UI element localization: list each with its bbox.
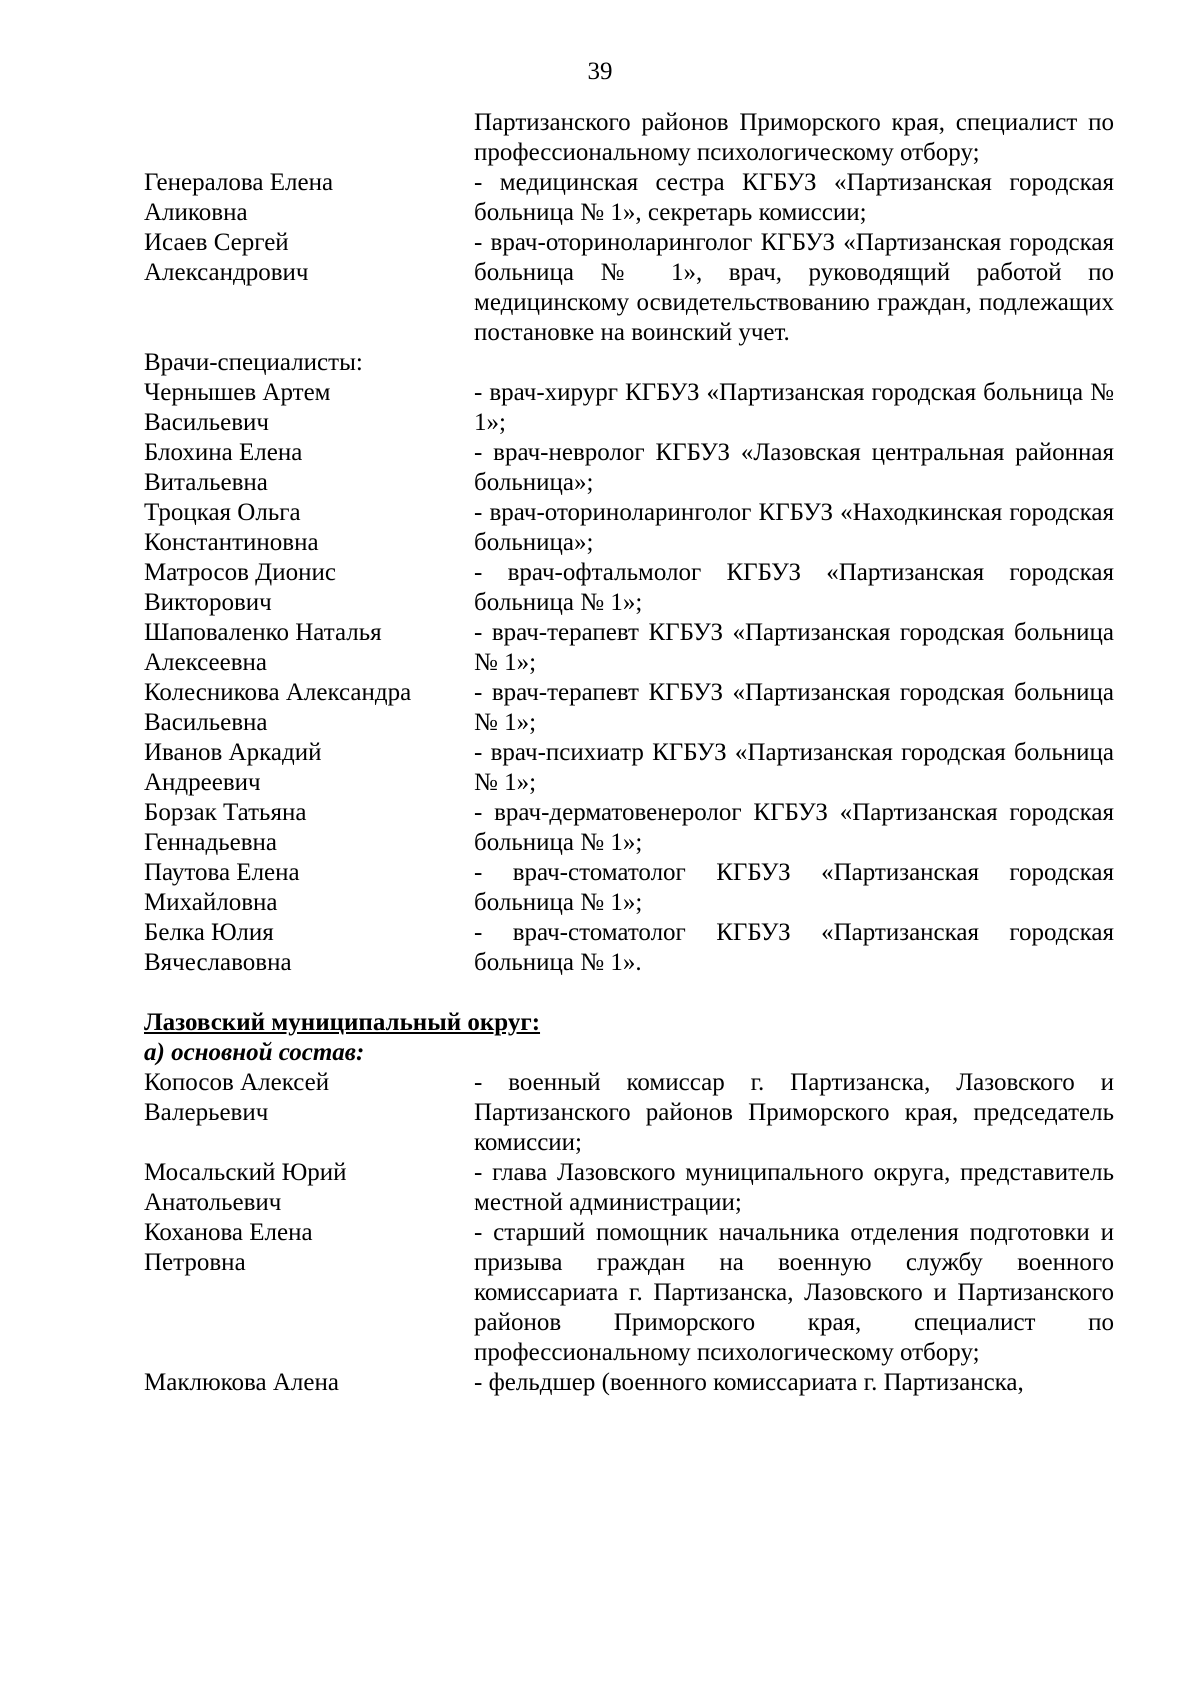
specialist-row xyxy=(144,918,1114,978)
member-row xyxy=(144,1158,1114,1218)
member-description: - старший помощник начальника отделения подготовки и призыва граждан на военную службу военного комиссариата г. Партизанска, Лазовского и Партизанского районов Приморского края, специалист по профессиональному психологическому отбору; xyxy=(474,1219,1114,1366)
specialist-description: - врач-невролог КГБУЗ «Лазовская центральная районная больница»; xyxy=(474,439,1114,496)
specialist-description: - врач-терапевт КГБУЗ «Партизанская городская больница № 1»; xyxy=(474,619,1114,676)
member-description: - фельдшер (военного комиссариата г. Партизанска, xyxy=(474,1369,1024,1396)
member-description: - глава Лазовского муниципального округа, представитель местной администрации; xyxy=(474,1159,1114,1216)
specialist-row xyxy=(144,558,1114,618)
specialist-row xyxy=(144,618,1114,678)
member-description: - врач-оториноларинголог КГБУЗ «Партизанская городская больница № 1», врач, руководящий работой по медицинскому освидетельствованию граждан, подлежащих постановке на воинский учет. xyxy=(474,229,1114,346)
member-name: Коханова Елена Петровна xyxy=(144,1219,313,1276)
specialist-description: - врач-оториноларинголог КГБУЗ «Находкинская городская больница»; xyxy=(474,499,1114,556)
section-heading xyxy=(144,1008,1114,1068)
specialists-label: Врачи-специалисты: xyxy=(144,349,363,376)
specialist-name: Шаповаленко Наталья Алексеевна xyxy=(144,619,382,676)
document-body xyxy=(144,108,1114,1398)
continuation-row xyxy=(144,108,1114,168)
specialist-row xyxy=(144,858,1114,918)
specialist-name: Блохина Елена Витальевна xyxy=(144,439,303,496)
member-name: Мосальский Юрий Анатольевич xyxy=(144,1159,347,1216)
member-description: - медицинская сестра КГБУЗ «Партизанская городская больница № 1», секретарь комиссии; xyxy=(474,169,1114,226)
specialist-row xyxy=(144,438,1114,498)
member-description: Партизанского районов Приморского края, специалист по профессиональному психологическому отбору; xyxy=(474,109,1114,166)
specialist-name: Колесникова Александра Васильевна xyxy=(144,679,412,736)
member-description: - военный комиссар г. Партизанска, Лазовского и Партизанского районов Приморского края, председатель комиссии; xyxy=(474,1069,1114,1156)
member-row xyxy=(144,168,1114,228)
member-row xyxy=(144,1218,1114,1368)
member-name: Копосов Алексей Валерьевич xyxy=(144,1069,330,1126)
section-title: Лазовский муниципальный округ: xyxy=(144,1009,541,1036)
specialist-name: Паутова Елена Михайловна xyxy=(144,859,300,916)
specialist-name: Чернышев Артем Васильевич xyxy=(144,379,331,436)
specialists-label-row xyxy=(144,348,1114,378)
specialist-name: Борзак Татьяна Геннадьевна xyxy=(144,799,307,856)
specialist-row xyxy=(144,378,1114,438)
specialist-name: Троцкая Ольга Константиновна xyxy=(144,499,319,556)
specialist-description: - врач-терапевт КГБУЗ «Партизанская городская больница № 1»; xyxy=(474,679,1114,736)
member-name: Маклюкова Алена xyxy=(144,1369,339,1396)
member-row xyxy=(144,1068,1114,1158)
specialist-name: Матросов Дионис Викторович xyxy=(144,559,336,616)
specialist-name: Иванов Аркадий Андреевич xyxy=(144,739,322,796)
specialist-description: - врач-психиатр КГБУЗ «Партизанская городская больница № 1»; xyxy=(474,739,1114,796)
specialist-row xyxy=(144,798,1114,858)
member-row xyxy=(144,1368,1114,1398)
specialist-row xyxy=(144,678,1114,738)
member-row xyxy=(144,228,1114,348)
specialist-description: - врач-дерматовенеролог КГБУЗ «Партизанская городская больница № 1»; xyxy=(474,799,1114,856)
specialist-description: - врач-стоматолог КГБУЗ «Партизанская городская больница № 1». xyxy=(474,919,1114,976)
member-name: Генералова Елена Аликовна xyxy=(144,169,334,226)
specialist-description: - врач-офтальмолог КГБУЗ «Партизанская городская больница № 1»; xyxy=(474,559,1114,616)
member-name: Исаев Сергей Александрович xyxy=(144,229,309,286)
specialist-description: - врач-стоматолог КГБУЗ «Партизанская городская больница № 1»; xyxy=(474,859,1114,916)
page-number: 39 xyxy=(587,58,613,85)
specialist-row xyxy=(144,738,1114,798)
specialist-name: Белка Юлия Вячеславовна xyxy=(144,919,292,976)
specialist-description: - врач-хирург КГБУЗ «Партизанская городская больница № 1»; xyxy=(474,379,1114,436)
empty-name-cell xyxy=(144,108,474,168)
specialist-row xyxy=(144,498,1114,558)
section-subtitle: а) основной состав: xyxy=(144,1039,365,1066)
